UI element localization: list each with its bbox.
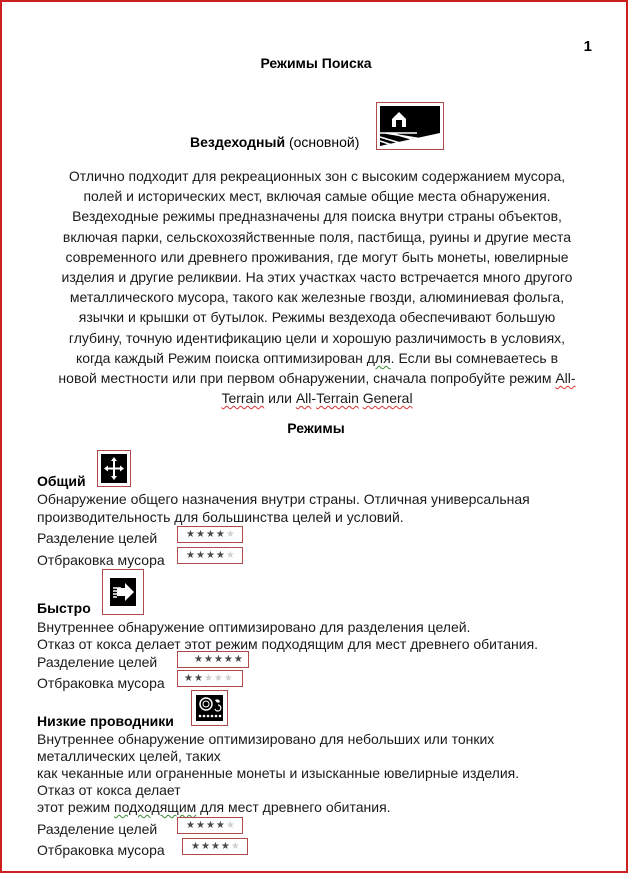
spelling-flag-word[interactable]: General <box>362 390 413 407</box>
star-filled-icon: ★ <box>195 529 206 540</box>
mode-general-desc-line: Обнаружение общего назначения внутри страны. Отличная универсальная <box>37 491 530 507</box>
text-run: для мест древнего обитания. <box>196 799 391 815</box>
paragraph-line: современного или древнего проживания, где могут быть монеты, ювелирные <box>65 248 569 265</box>
separation-label: Разделение целей <box>37 821 158 837</box>
paragraph-line: изделия и другие реликвии. На этих участках часто встречается много другого <box>61 269 573 286</box>
all-terrain-description <box>32 166 602 408</box>
paragraph-line: включая парки, сельскохозяйственные поля, пастбища, руины и другие места <box>62 228 572 245</box>
star-rating-separation <box>177 651 249 668</box>
all-terrain-subtitle: (основной) <box>288 134 360 150</box>
mode-low-conductors-desc-line: металлических целей, таких <box>37 748 221 764</box>
star-filled-icon: ★ <box>186 529 196 540</box>
mode-fast-desc-line: Отказ от кокса делает этот режим подходящим для мест древнего обитания. <box>37 636 539 652</box>
text-run: когда каждый Режим поиска оптимизирован <box>75 349 367 366</box>
mode-general-desc-line: производительность для большинства целей и условий. <box>37 509 404 525</box>
star-filled-icon: ★ <box>184 673 194 684</box>
paragraph-line: металлического мусора, такого как железные гвозди, алюминиевая фольга, <box>69 289 565 306</box>
star-filled-icon: ★ <box>194 654 204 665</box>
spelling-flag-word[interactable]: All <box>295 390 312 407</box>
star-empty-icon: ★ <box>203 673 214 684</box>
star-rating-trash <box>177 547 243 564</box>
star-empty-icon: ★ <box>225 820 236 831</box>
star-filled-icon: ★ <box>215 529 226 540</box>
mode-general-title: Общий <box>37 473 86 489</box>
text-run: новой местности или при первом обнаружении, сначала попробуйте режим <box>58 370 556 387</box>
text-run: или <box>264 390 296 407</box>
paragraph-line <box>32 368 602 388</box>
all-terrain-name: Вездеходный <box>190 134 286 150</box>
star-filled-icon: ★ <box>191 841 201 852</box>
spelling-flag-word[interactable]: Terrain <box>316 390 359 407</box>
star-filled-icon: ★ <box>215 550 226 561</box>
trash-label: Отбраковка мусора <box>37 842 165 858</box>
separation-label: Разделение целей <box>37 530 158 546</box>
star-filled-icon: ★ <box>193 673 204 684</box>
spelling-flag-word[interactable]: All- <box>555 370 576 387</box>
paragraph-line: глубину, точную идентификацию цели и хорошую различимость в условиях, <box>68 329 566 346</box>
mode-low-conductors-desc-line: Отказ от кокса делает <box>37 782 181 798</box>
fast-arrow-icon <box>102 569 144 615</box>
paragraph-line <box>32 348 602 368</box>
paragraph-line: Отлично подходит для рекреационных зон с высоким содержанием мусора, <box>68 168 566 184</box>
mode-fast-title: Быстро <box>37 600 91 616</box>
paragraph-line: полей и исторических мест, включая самые общие места обнаружения. <box>83 188 551 205</box>
star-filled-icon: ★ <box>195 550 206 561</box>
star-rating-trash <box>177 670 243 687</box>
star-filled-icon: ★ <box>195 820 206 831</box>
page-title: Режимы Поиска <box>260 55 372 71</box>
four-arrows-icon <box>97 450 131 487</box>
grammar-flag-word[interactable]: для <box>366 349 391 366</box>
text-run: - <box>311 390 317 407</box>
page-number: 1 <box>583 38 592 55</box>
star-rating-separation <box>177 526 243 543</box>
mode-fast-desc-line: Внутреннее обнаружение оптимизировано для разделения целей. <box>37 619 471 635</box>
star-filled-icon: ★ <box>205 529 216 540</box>
all-terrain-heading <box>190 134 359 150</box>
star-rating-separation <box>177 817 243 834</box>
text-run: . Если вы сомневаетесь в <box>390 349 559 366</box>
grammar-flag-word[interactable]: подходящим <box>114 799 197 815</box>
star-filled-icon: ★ <box>213 654 224 665</box>
spelling-flag-word[interactable]: Terrain <box>221 390 265 407</box>
paragraph-line: Вездеходные режимы предназначены для поиска внутри страны объектов, <box>72 208 562 225</box>
star-empty-icon: ★ <box>225 550 236 561</box>
star-filled-icon: ★ <box>186 820 196 831</box>
mode-low-conductors-title: Низкие проводники <box>37 713 174 729</box>
paragraph-line: язычки и крышки от бутылок. Режимы вездехода обеспечивают большую <box>78 309 556 326</box>
separation-label: Разделение целей <box>37 654 158 670</box>
mode-low-conductors-desc-line: Внутреннее обнаружение оптимизировано для небольших или тонких <box>37 731 495 747</box>
star-filled-icon: ★ <box>205 550 216 561</box>
star-empty-icon: ★ <box>213 673 224 684</box>
star-filled-icon: ★ <box>223 654 234 665</box>
trash-label: Отбраковка мусора <box>37 552 165 568</box>
star-filled-icon: ★ <box>210 841 221 852</box>
star-empty-icon: ★ <box>223 673 234 684</box>
star-filled-icon: ★ <box>215 820 226 831</box>
star-empty-icon: ★ <box>230 841 241 852</box>
star-filled-icon: ★ <box>200 841 211 852</box>
trash-label: Отбраковка мусора <box>37 675 165 691</box>
star-empty-icon: ★ <box>225 529 236 540</box>
paragraph-line <box>32 388 602 408</box>
modes-heading: Режимы <box>287 420 345 436</box>
star-rating-trash <box>182 838 248 855</box>
mode-low-conductors-desc-line <box>37 799 391 816</box>
star-filled-icon: ★ <box>233 654 244 665</box>
star-filled-icon: ★ <box>203 654 214 665</box>
mode-low-conductors-desc-line: как чеканные или ограненные монеты и изысканные ювелирные изделия. <box>37 765 520 781</box>
star-filled-icon: ★ <box>220 841 231 852</box>
text-run: этот режим <box>37 799 114 815</box>
star-filled-icon: ★ <box>205 820 216 831</box>
farm-field-icon <box>376 102 444 150</box>
coin-jewelry-icon <box>191 690 228 726</box>
star-filled-icon: ★ <box>186 550 196 561</box>
